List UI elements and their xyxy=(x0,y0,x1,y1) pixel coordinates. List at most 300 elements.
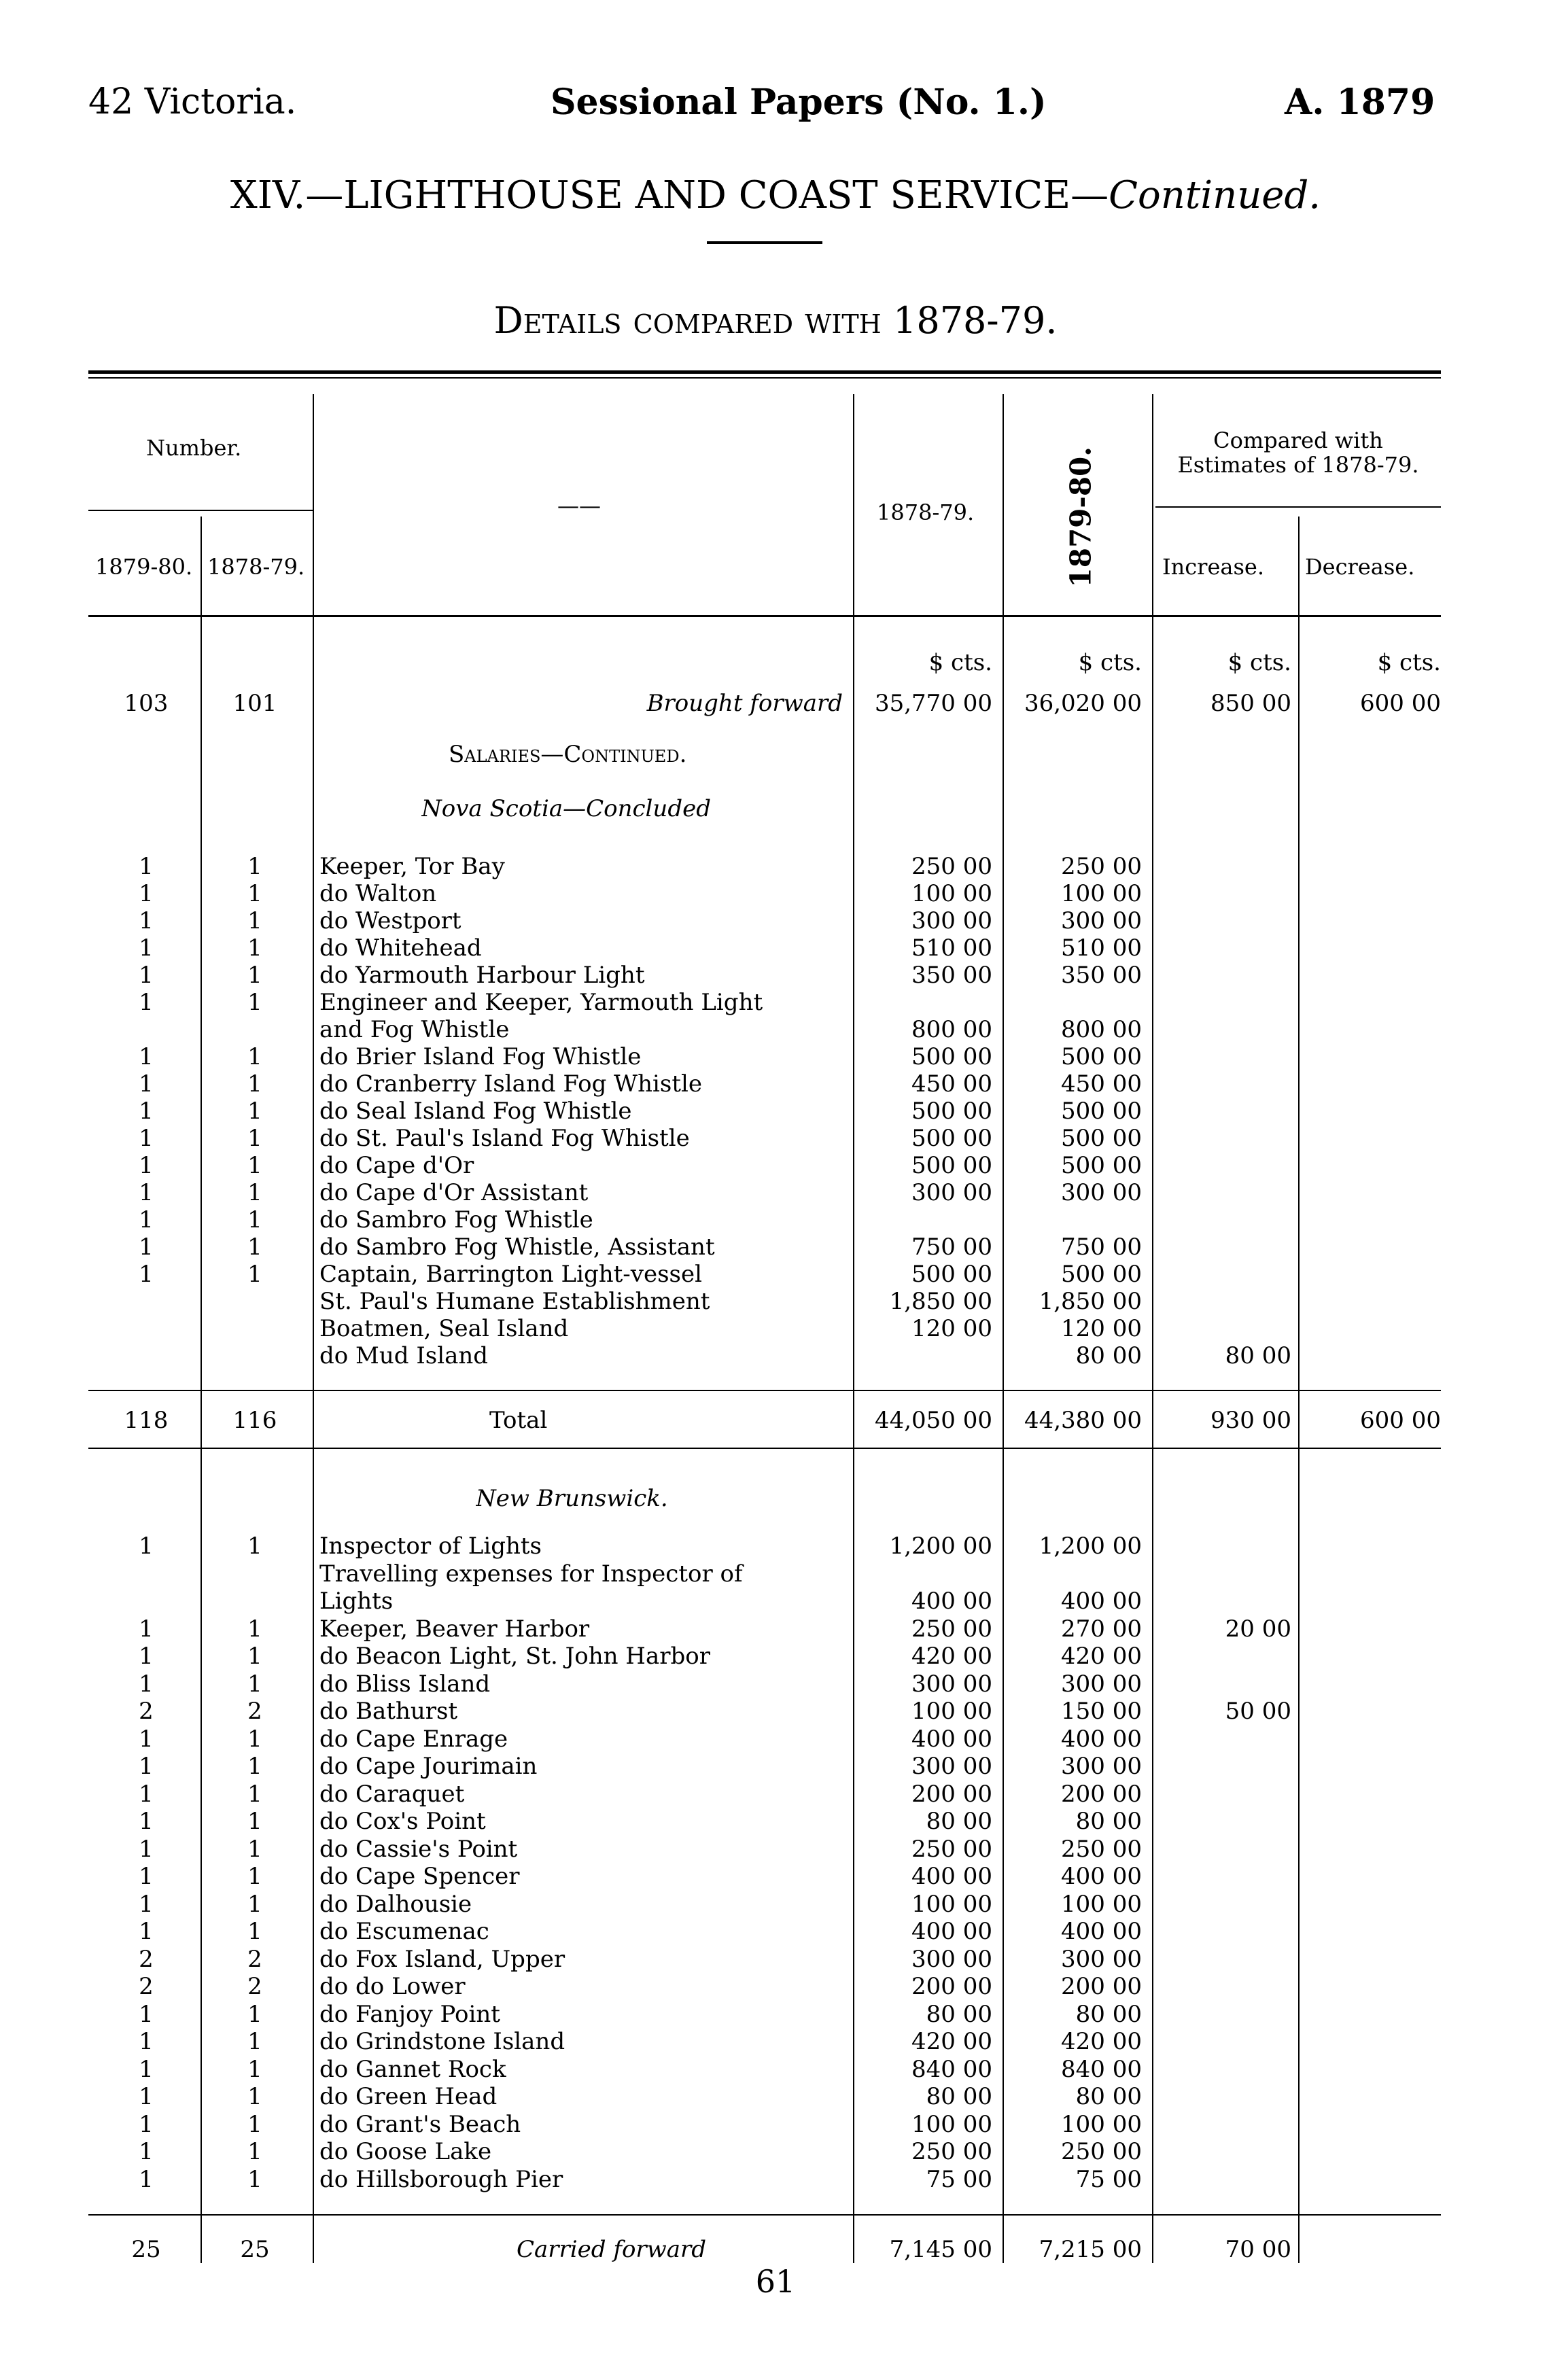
currency-a79: $ cts. xyxy=(1078,649,1142,676)
row-count-1878-79: 1 xyxy=(247,1643,262,1670)
row-amount-1878-79: 400 00 xyxy=(911,1725,992,1753)
salaries-heading: Salaries—Continued. xyxy=(449,741,687,768)
row-description: Inspector of Lights xyxy=(319,1533,542,1560)
row-count-1879-80: 1 xyxy=(139,2055,154,2083)
row-count-1878-79: 1 xyxy=(247,1070,262,1098)
cf-a78: 7,145 00 xyxy=(889,2236,992,2263)
row-description: do Beacon Light, St. John Harbor xyxy=(319,1643,710,1670)
row-description: do Yarmouth Harbour Light xyxy=(319,962,645,989)
col-a79: 1879-80. xyxy=(1064,447,1098,588)
row-count-1878-79: 1 xyxy=(247,2138,262,2165)
table-row xyxy=(0,1206,1551,1233)
row-description: do Mud Island xyxy=(319,1342,489,1369)
table-row xyxy=(0,1315,1551,1342)
row-count-1878-79: 1 xyxy=(247,1152,262,1179)
row-description: do Cape Jourimain xyxy=(319,1753,538,1780)
table-row xyxy=(0,1533,1551,1560)
row-amount-1879-80: 500 00 xyxy=(1061,1261,1142,1288)
table-row xyxy=(0,1670,1551,1698)
row-count-1878-79: 1 xyxy=(247,1043,262,1070)
row-amount-1878-79: 300 00 xyxy=(911,1945,992,1973)
table-row xyxy=(0,1946,1551,1973)
row-amount-1879-80: 80 00 xyxy=(1075,1342,1142,1369)
table-row xyxy=(0,1043,1551,1070)
row-count-1878-79: 1 xyxy=(247,853,262,880)
row-amount-1879-80: 500 00 xyxy=(1061,1125,1142,1152)
row-count-1878-79: 1 xyxy=(247,2055,262,2083)
row-amount-1878-79: 1,850 00 xyxy=(889,1288,992,1315)
row-count-1879-80: 1 xyxy=(139,1918,154,1945)
row-increase: 50 00 xyxy=(1225,1698,1291,1725)
row-count-1878-79: 1 xyxy=(247,2110,262,2138)
row-count-1879-80: 1 xyxy=(139,1890,154,1918)
row-count-1879-80: 1 xyxy=(139,1179,154,1206)
row-amount-1879-80: 500 00 xyxy=(1061,1043,1142,1070)
row-description: do Bathurst xyxy=(319,1698,458,1725)
row-amount-1879-80: 750 00 xyxy=(1061,1233,1142,1261)
cf-n1: 25 xyxy=(131,2236,161,2263)
col-n1: 1879-80. xyxy=(95,554,193,580)
title-main: XIV.—LIGHTHOUSE AND COAST SERVICE— xyxy=(230,173,1109,217)
row-description: do Brier Island Fog Whistle xyxy=(319,1043,642,1070)
row-count-1878-79: 1 xyxy=(247,880,262,907)
table-row xyxy=(0,1560,1551,1588)
row-count-1878-79: 1 xyxy=(247,1780,262,1808)
row-count-1878-79: 1 xyxy=(247,989,262,1016)
row-description: do Grindstone Island xyxy=(319,2028,565,2055)
row-description: do Cape Spencer xyxy=(319,1863,520,1890)
row-description: St. Paul's Humane Establishment xyxy=(319,1288,710,1315)
row-amount-1878-79: 300 00 xyxy=(911,907,992,934)
table-row xyxy=(0,1179,1551,1206)
row-amount-1879-80: 450 00 xyxy=(1061,1070,1142,1098)
table-row xyxy=(0,2083,1551,2110)
row-description: Keeper, Beaver Harbor xyxy=(319,1615,590,1643)
row-amount-1879-80: 300 00 xyxy=(1061,1945,1142,1973)
row-count-1879-80: 1 xyxy=(139,1808,154,1835)
row-amount-1878-79: 300 00 xyxy=(911,1753,992,1780)
row-amount-1879-80: 400 00 xyxy=(1061,1588,1142,1615)
row-count-1878-79: 1 xyxy=(247,1863,262,1890)
row-count-1878-79: 2 xyxy=(247,1973,262,2000)
total-n1: 118 xyxy=(124,1407,169,1434)
bf-a78: 35,770 00 xyxy=(874,690,992,717)
table-row xyxy=(0,1698,1551,1725)
row-count-1878-79: 1 xyxy=(247,1233,262,1261)
row-count-1878-79: 1 xyxy=(247,1725,262,1753)
row-description: do Grant's Beach xyxy=(319,2110,521,2138)
row-count-1878-79: 1 xyxy=(247,1615,262,1643)
row-amount-1879-80: 200 00 xyxy=(1061,1973,1142,2000)
table-row xyxy=(0,853,1551,880)
row-amount-1878-79: 80 00 xyxy=(926,2000,992,2028)
row-count-1879-80: 2 xyxy=(139,1945,154,1973)
row-amount-1879-80: 400 00 xyxy=(1061,1863,1142,1890)
row-amount-1878-79: 420 00 xyxy=(911,2028,992,2055)
row-count-1879-80: 1 xyxy=(139,1780,154,1808)
col-increase: Increase. xyxy=(1162,554,1265,580)
cf-top-rule xyxy=(88,2214,1441,2216)
row-amount-1879-80: 840 00 xyxy=(1061,2055,1142,2083)
row-amount-1878-79: 100 00 xyxy=(911,2110,992,2138)
table-row xyxy=(0,1070,1551,1098)
col-blank: —— xyxy=(557,493,601,519)
row-description: do St. Paul's Island Fog Whistle xyxy=(319,1125,690,1152)
row-amount-1879-80: 300 00 xyxy=(1061,1670,1142,1698)
row-description: do Cox's Point xyxy=(319,1808,486,1835)
row-count-1879-80: 1 xyxy=(139,1152,154,1179)
row-amount-1879-80: 120 00 xyxy=(1061,1315,1142,1342)
col-a78: 1878-79. xyxy=(877,500,975,525)
col-n2: 1878-79. xyxy=(207,554,305,580)
row-count-1878-79: 1 xyxy=(247,1753,262,1780)
province-heading: Nova Scotia—Concluded xyxy=(421,795,711,822)
row-count-1878-79: 1 xyxy=(247,1206,262,1233)
row-count-1879-80: 1 xyxy=(139,2138,154,2165)
row-count-1879-80: 1 xyxy=(139,1643,154,1670)
table-row xyxy=(0,2001,1551,2028)
row-amount-1878-79: 300 00 xyxy=(911,1179,992,1206)
compared-rule xyxy=(1155,506,1441,508)
row-description: do Hillsborough Pier xyxy=(319,2165,563,2193)
row-count-1878-79: 1 xyxy=(247,1670,262,1698)
row-count-1878-79: 1 xyxy=(247,2000,262,2028)
currency-a78: $ cts. xyxy=(928,649,992,676)
row-count-1879-80: 1 xyxy=(139,907,154,934)
row-description: do Cranberry Island Fog Whistle xyxy=(319,1070,702,1098)
cf-a79: 7,215 00 xyxy=(1039,2236,1142,2263)
row-count-1879-80: 1 xyxy=(139,962,154,989)
row-count-1878-79: 1 xyxy=(247,2165,262,2193)
row-count-1878-79: 1 xyxy=(247,1179,262,1206)
bf-dec: 600 00 xyxy=(1360,690,1441,717)
row-count-1878-79: 1 xyxy=(247,907,262,934)
header-center: Sessional Papers (No. 1.) xyxy=(551,82,1047,123)
row-count-1879-80: 1 xyxy=(139,1206,154,1233)
row-description: do Seal Island Fog Whistle xyxy=(319,1098,632,1125)
row-amount-1879-80: 400 00 xyxy=(1061,1725,1142,1753)
total-top-rule xyxy=(88,1390,1441,1391)
row-amount-1878-79: 400 00 xyxy=(911,1588,992,1615)
row-count-1878-79: 1 xyxy=(247,1098,262,1125)
col-number: Number. xyxy=(146,435,242,461)
table-row xyxy=(0,1233,1551,1261)
bf-inc: 850 00 xyxy=(1210,690,1291,717)
row-amount-1879-80: 420 00 xyxy=(1061,2028,1142,2055)
table-row xyxy=(0,1643,1551,1670)
row-description: do Westport xyxy=(319,907,461,934)
table-row xyxy=(0,1891,1551,1918)
row-amount-1878-79: 100 00 xyxy=(911,1698,992,1725)
row-count-1879-80: 1 xyxy=(139,989,154,1016)
table-row xyxy=(0,1098,1551,1125)
row-description: do Cape Enrage xyxy=(319,1725,508,1753)
row-count-1879-80: 1 xyxy=(139,1615,154,1643)
header-bottom-rule xyxy=(88,615,1441,617)
row-amount-1878-79: 250 00 xyxy=(911,2138,992,2165)
table-top-rule xyxy=(88,370,1441,374)
currency-dec: $ cts. xyxy=(1377,649,1441,676)
table-row xyxy=(0,1261,1551,1288)
row-description: Captain, Barrington Light-vessel xyxy=(319,1261,702,1288)
brought-forward-row xyxy=(0,690,1551,717)
row-amount-1879-80: 250 00 xyxy=(1061,853,1142,880)
row-count-1879-80: 2 xyxy=(139,1973,154,2000)
row-amount-1878-79: 400 00 xyxy=(911,1863,992,1890)
table-row xyxy=(0,1753,1551,1780)
row-amount-1879-80: 100 00 xyxy=(1061,880,1142,907)
row-amount-1878-79: 750 00 xyxy=(911,1233,992,1261)
row-description: do Sambro Fog Whistle xyxy=(319,1206,593,1233)
row-amount-1878-79: 80 00 xyxy=(926,1808,992,1835)
row-description: Travelling expenses for Inspector of xyxy=(319,1560,743,1588)
total-inc: 930 00 xyxy=(1210,1407,1291,1434)
row-amount-1879-80: 300 00 xyxy=(1061,1753,1142,1780)
row-increase: 80 00 xyxy=(1225,1342,1291,1369)
row-count-1878-79: 1 xyxy=(247,1533,262,1560)
title-divider xyxy=(707,241,822,244)
row-count-1878-79: 1 xyxy=(247,962,262,989)
row-amount-1878-79: 1,200 00 xyxy=(889,1533,992,1560)
row-amount-1878-79: 500 00 xyxy=(911,1098,992,1125)
col-compared: Compared with Estimates of 1878-79. xyxy=(1177,427,1419,478)
row-count-1879-80: 1 xyxy=(139,1835,154,1863)
cf-inc: 70 00 xyxy=(1225,2236,1291,2263)
total-dec: 600 00 xyxy=(1360,1407,1441,1434)
bf-n2: 101 xyxy=(232,690,277,717)
row-count-1879-80: 1 xyxy=(139,1533,154,1560)
row-amount-1878-79: 840 00 xyxy=(911,2055,992,2083)
table-row xyxy=(0,880,1551,907)
row-amount-1878-79: 75 00 xyxy=(926,2165,992,2193)
row-description: do Goose Lake xyxy=(319,2138,492,2165)
row-count-1879-80: 1 xyxy=(139,1043,154,1070)
row-amount-1879-80: 500 00 xyxy=(1061,1098,1142,1125)
table-row xyxy=(0,1781,1551,1808)
row-description: Keeper, Tor Bay xyxy=(319,853,505,880)
row-amount-1878-79: 500 00 xyxy=(911,1261,992,1288)
row-amount-1878-79: 510 00 xyxy=(911,934,992,962)
row-amount-1878-79: 300 00 xyxy=(911,1670,992,1698)
row-amount-1878-79: 800 00 xyxy=(911,1016,992,1043)
row-amount-1878-79: 100 00 xyxy=(911,880,992,907)
row-count-1878-79: 1 xyxy=(247,1918,262,1945)
row-count-1879-80: 1 xyxy=(139,1725,154,1753)
row-description: do Walton xyxy=(319,880,437,907)
cf-n2: 25 xyxy=(240,2236,270,2263)
row-amount-1878-79: 400 00 xyxy=(911,1918,992,1945)
row-amount-1879-80: 300 00 xyxy=(1061,907,1142,934)
row-amount-1878-79: 80 00 xyxy=(926,2083,992,2110)
row-description: do Cassie's Point xyxy=(319,1835,518,1863)
table-row xyxy=(0,2138,1551,2165)
row-increase: 20 00 xyxy=(1225,1615,1291,1643)
row-amount-1879-80: 500 00 xyxy=(1061,1152,1142,1179)
row-amount-1878-79: 250 00 xyxy=(911,853,992,880)
bf-label: Brought forward xyxy=(646,690,843,717)
number-rule xyxy=(88,510,313,511)
title-italic: Continued. xyxy=(1109,173,1321,217)
row-amount-1879-80: 80 00 xyxy=(1075,2083,1142,2110)
row-count-1878-79: 1 xyxy=(247,2028,262,2055)
row-amount-1878-79: 200 00 xyxy=(911,1780,992,1808)
total-a79: 44,380 00 xyxy=(1024,1407,1142,1434)
row-count-1879-80: 1 xyxy=(139,1670,154,1698)
row-count-1878-79: 1 xyxy=(247,1125,262,1152)
row-count-1879-80: 1 xyxy=(139,1098,154,1125)
row-amount-1879-80: 200 00 xyxy=(1061,1780,1142,1808)
row-description: do Caraquet xyxy=(319,1780,465,1808)
row-amount-1878-79: 120 00 xyxy=(911,1315,992,1342)
row-description: do Green Head xyxy=(319,2083,498,2110)
table-row xyxy=(0,1863,1551,1890)
table-row xyxy=(0,1288,1551,1315)
table-row xyxy=(0,1615,1551,1643)
row-count-1879-80: 1 xyxy=(139,934,154,962)
row-count-1878-79: 1 xyxy=(247,1808,262,1835)
row-description: do Fox Island, Upper xyxy=(319,1945,565,1973)
row-count-1879-80: 1 xyxy=(139,1125,154,1152)
salaries-heading-row xyxy=(0,741,1551,768)
table-row xyxy=(0,1588,1551,1615)
row-count-1878-79: 1 xyxy=(247,934,262,962)
row-description: do Sambro Fog Whistle, Assistant xyxy=(319,1233,715,1261)
row-amount-1879-80: 510 00 xyxy=(1061,934,1142,962)
row-description: Lights xyxy=(319,1588,394,1615)
currency-row xyxy=(0,649,1551,676)
table-row xyxy=(0,1808,1551,1835)
table-row xyxy=(0,1016,1551,1043)
table-row xyxy=(0,1726,1551,1753)
row-count-1878-79: 1 xyxy=(247,1890,262,1918)
row-count-1879-80: 1 xyxy=(139,1070,154,1098)
row-amount-1879-80: 80 00 xyxy=(1075,1808,1142,1835)
total-row xyxy=(0,1407,1551,1434)
row-count-1879-80: 1 xyxy=(139,2165,154,2193)
table-row xyxy=(0,934,1551,962)
row-amount-1879-80: 250 00 xyxy=(1061,2138,1142,2165)
document-title xyxy=(0,173,1551,217)
row-description: and Fog Whistle xyxy=(319,1016,510,1043)
table-row xyxy=(0,1152,1551,1179)
row-count-1878-79: 1 xyxy=(247,1835,262,1863)
row-description: do Cape d'Or Assistant xyxy=(319,1179,589,1206)
row-count-1878-79: 2 xyxy=(247,1698,262,1725)
nb-heading-row xyxy=(0,1485,1551,1512)
col-decrease: Decrease. xyxy=(1305,554,1415,580)
page-number: 61 xyxy=(755,2263,796,2300)
row-count-1879-80: 1 xyxy=(139,880,154,907)
row-count-1879-80: 1 xyxy=(139,2000,154,2028)
row-description: do Escumenac xyxy=(319,1918,489,1945)
row-amount-1879-80: 400 00 xyxy=(1061,1918,1142,1945)
table-top-rule-2 xyxy=(88,377,1441,379)
total-a78: 44,050 00 xyxy=(874,1407,992,1434)
row-amount-1879-80: 300 00 xyxy=(1061,1179,1142,1206)
row-amount-1878-79: 450 00 xyxy=(911,1070,992,1098)
table-row xyxy=(0,2166,1551,2193)
table-row xyxy=(0,1342,1551,1369)
row-amount-1879-80: 80 00 xyxy=(1075,2000,1142,2028)
row-amount-1878-79: 500 00 xyxy=(911,1043,992,1070)
row-amount-1879-80: 250 00 xyxy=(1061,1835,1142,1863)
nb-heading: New Brunswick. xyxy=(476,1485,668,1512)
currency-inc: $ cts. xyxy=(1227,649,1291,676)
row-amount-1879-80: 100 00 xyxy=(1061,2110,1142,2138)
row-description: do Gannet Rock xyxy=(319,2055,506,2083)
row-count-1879-80: 1 xyxy=(139,853,154,880)
table-row xyxy=(0,907,1551,934)
row-amount-1879-80: 270 00 xyxy=(1061,1615,1142,1643)
row-count-1879-80: 1 xyxy=(139,2028,154,2055)
row-count-1879-80: 1 xyxy=(139,2083,154,2110)
row-amount-1879-80: 1,200 00 xyxy=(1039,1533,1142,1560)
table-row xyxy=(0,962,1551,989)
table-row xyxy=(0,1918,1551,1945)
row-amount-1879-80: 800 00 xyxy=(1061,1016,1142,1043)
subtitle: Details compared with 1878-79. xyxy=(493,299,1058,342)
row-count-1879-80: 2 xyxy=(139,1698,154,1725)
table-row xyxy=(0,2028,1551,2055)
row-description: do Fanjoy Point xyxy=(319,2000,500,2028)
row-amount-1879-80: 75 00 xyxy=(1075,2165,1142,2193)
header-left: 42 Victoria. xyxy=(88,82,297,122)
row-amount-1878-79: 500 00 xyxy=(911,1125,992,1152)
row-count-1878-79: 1 xyxy=(247,1261,262,1288)
row-count-1879-80: 1 xyxy=(139,2110,154,2138)
bf-a79: 36,020 00 xyxy=(1024,690,1142,717)
row-description: Engineer and Keeper, Yarmouth Light xyxy=(319,989,763,1016)
row-amount-1878-79: 200 00 xyxy=(911,1973,992,2000)
row-count-1878-79: 2 xyxy=(247,1945,262,1973)
row-count-1878-79: 1 xyxy=(247,2083,262,2110)
row-amount-1878-79: 500 00 xyxy=(911,1152,992,1179)
row-count-1879-80: 1 xyxy=(139,1753,154,1780)
row-description: do do Lower xyxy=(319,1973,466,2000)
row-amount-1878-79: 100 00 xyxy=(911,1890,992,1918)
table-row xyxy=(0,1973,1551,2000)
table-row xyxy=(0,2056,1551,2083)
total-n2: 116 xyxy=(232,1407,277,1434)
table-row xyxy=(0,2111,1551,2138)
row-amount-1879-80: 350 00 xyxy=(1061,962,1142,989)
header-right: A. 1879 xyxy=(1285,82,1435,123)
row-count-1879-80: 1 xyxy=(139,1233,154,1261)
row-amount-1879-80: 420 00 xyxy=(1061,1643,1142,1670)
total-label: Total xyxy=(489,1407,548,1434)
table-row xyxy=(0,1125,1551,1152)
row-description: do Dalhousie xyxy=(319,1890,472,1918)
row-amount-1878-79: 250 00 xyxy=(911,1835,992,1863)
cf-label: Carried forward xyxy=(517,2236,707,2263)
row-amount-1878-79: 420 00 xyxy=(911,1643,992,1670)
table-row xyxy=(0,1836,1551,1863)
row-amount-1879-80: 1,850 00 xyxy=(1039,1288,1142,1315)
total-bottom-rule xyxy=(88,1448,1441,1449)
row-count-1879-80: 1 xyxy=(139,1863,154,1890)
row-amount-1878-79: 250 00 xyxy=(911,1615,992,1643)
row-description: do Cape d'Or xyxy=(319,1152,474,1179)
row-amount-1879-80: 100 00 xyxy=(1061,1890,1142,1918)
row-description: do Whitehead xyxy=(319,934,482,962)
row-description: Boatmen, Seal Island xyxy=(319,1315,569,1342)
bf-n1: 103 xyxy=(124,690,169,717)
table-row xyxy=(0,989,1551,1016)
carried-forward-row xyxy=(0,2236,1551,2263)
row-count-1879-80: 1 xyxy=(139,1261,154,1288)
row-amount-1878-79: 350 00 xyxy=(911,962,992,989)
province-heading-row xyxy=(0,795,1551,822)
